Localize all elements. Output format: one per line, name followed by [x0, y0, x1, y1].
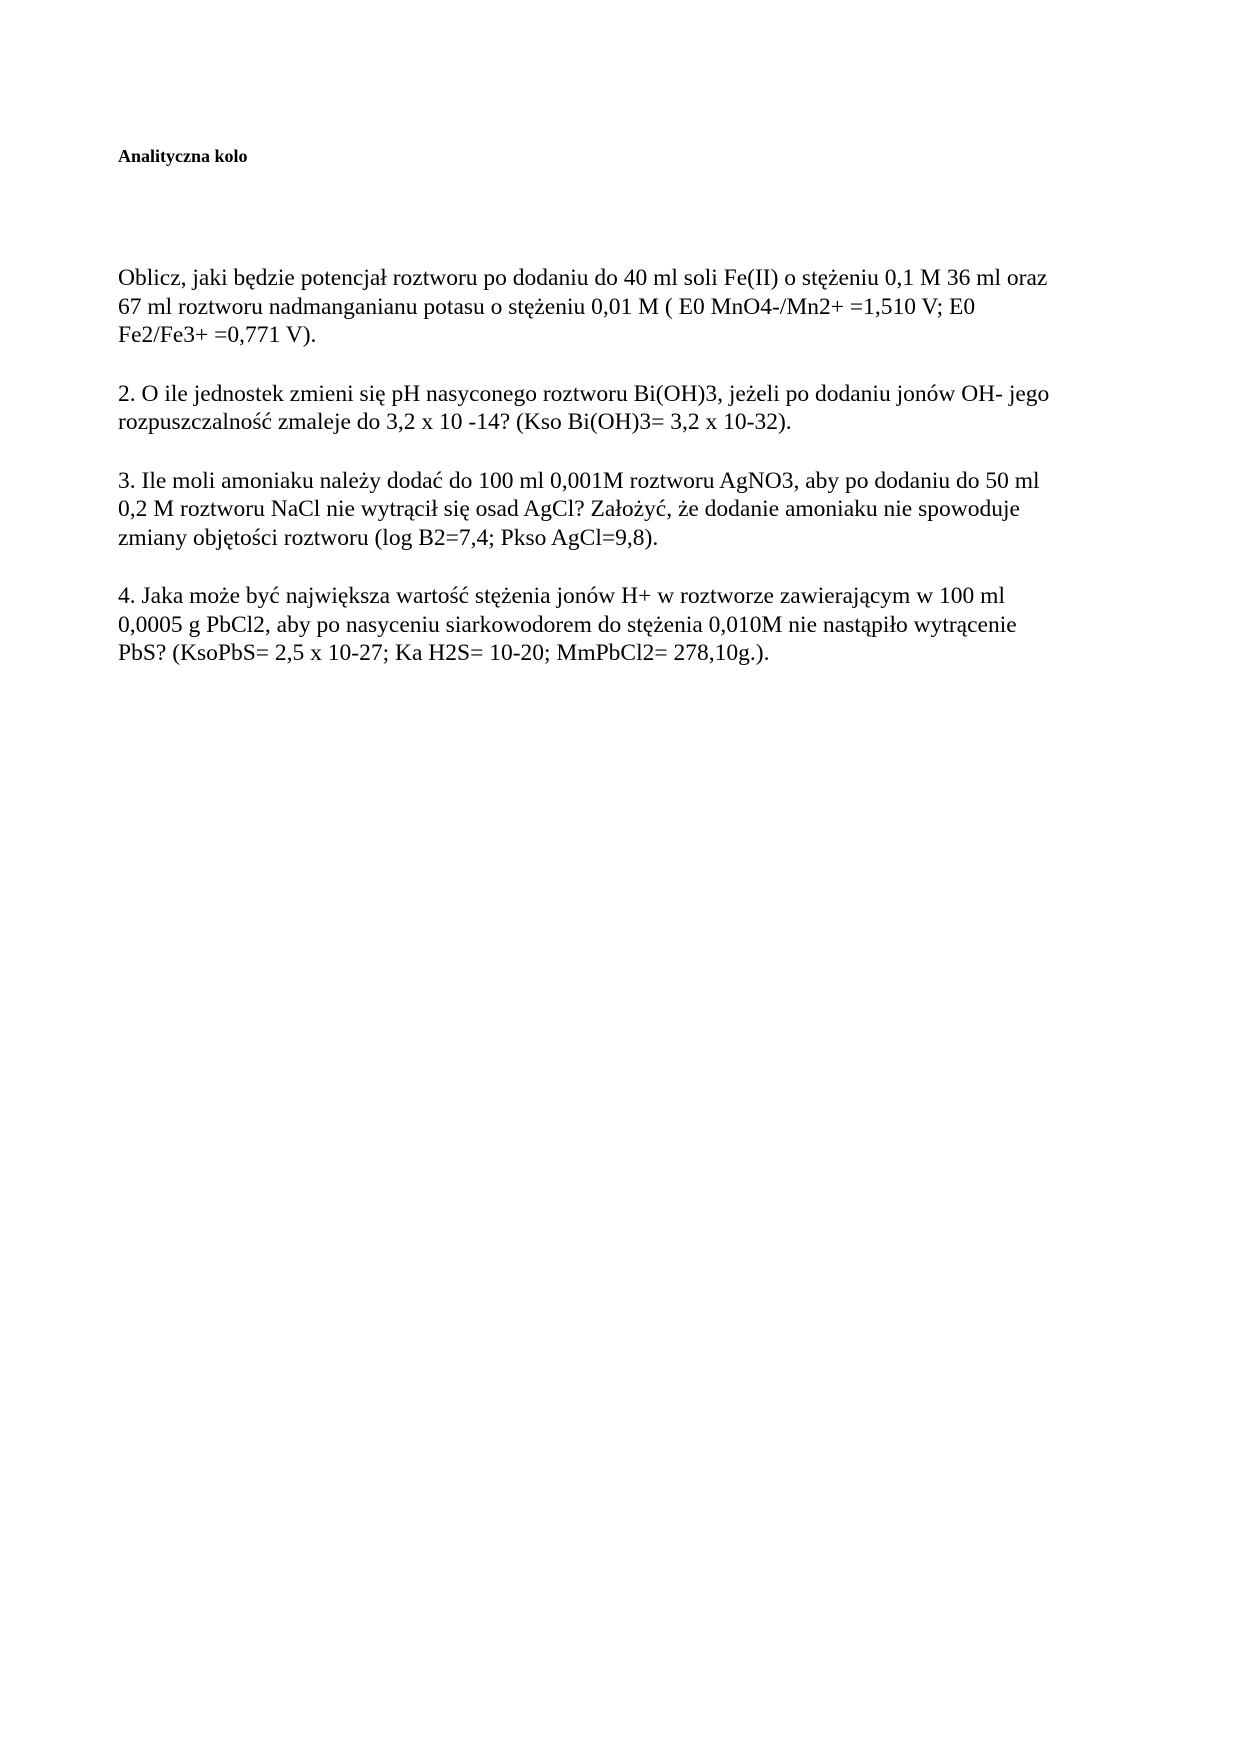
problem-2-line-2: rozpuszczalność zmaleje do 3,2 x 10 -14? (Kso Bi(OH)3= 3,2 x 10-32). — [118, 409, 792, 435]
problem-3-line-3: zmiany objętości roztworu (log B2=7,4; Pkso AgCl=9,8). — [118, 524, 659, 551]
document-title: Analityczna kolo — [118, 146, 248, 166]
problem-3-line-2: 0,2 M roztworu NaCl nie wytrącił się osad AgCl? Założyć, że dodanie amoniaku nie spowoduje — [118, 496, 1020, 522]
document-body — [118, 264, 1128, 698]
problem-1-line-2: 67 ml roztworu nadmanganianu potasu o stężeniu 0,01 M ( E0 MnO4-/Mn2+ =1,510 V; E0 — [118, 293, 976, 320]
problem-4-line-1: 4. Jaka może być największa wartość stężenia jonów H+ w roztworze zawierającym w 100 ml — [118, 583, 1005, 609]
problem-2-line-1: 2. O ile jednostek zmieni się pH nasyconego roztworu Bi(OH)3, jeżeli po dodaniu jonów OH- jego — [118, 380, 1050, 407]
problem-1-line-3: Fe2/Fe3+ =0,771 V). — [118, 322, 317, 348]
problem-1 — [118, 264, 1128, 350]
problem-4 — [118, 582, 1128, 668]
problem-3-line-1: 3. Ile moli amoniaku należy dodać do 100 ml 0,001M roztworu AgNO3, aby po dodaniu do 50 ml — [118, 467, 1040, 494]
problem-2 — [118, 380, 1128, 437]
problem-3 — [118, 467, 1128, 553]
problem-1-line-1: Oblicz, jaki będzie potencjał roztworu po dodaniu do 40 ml soli Fe(II) o stężeniu 0,1 M 36 ml oraz — [118, 265, 1048, 291]
problem-4-line-2: 0,0005 g PbCl2, aby po nasyceniu siarkowodorem do stężenia 0,010M nie nastąpiło wytrącenie — [118, 611, 1017, 638]
problem-4-line-3: PbS? (KsoPbS= 2,5 x 10-27; Ka H2S= 10-20; MmPbCl2= 278,10g.). — [118, 640, 770, 666]
